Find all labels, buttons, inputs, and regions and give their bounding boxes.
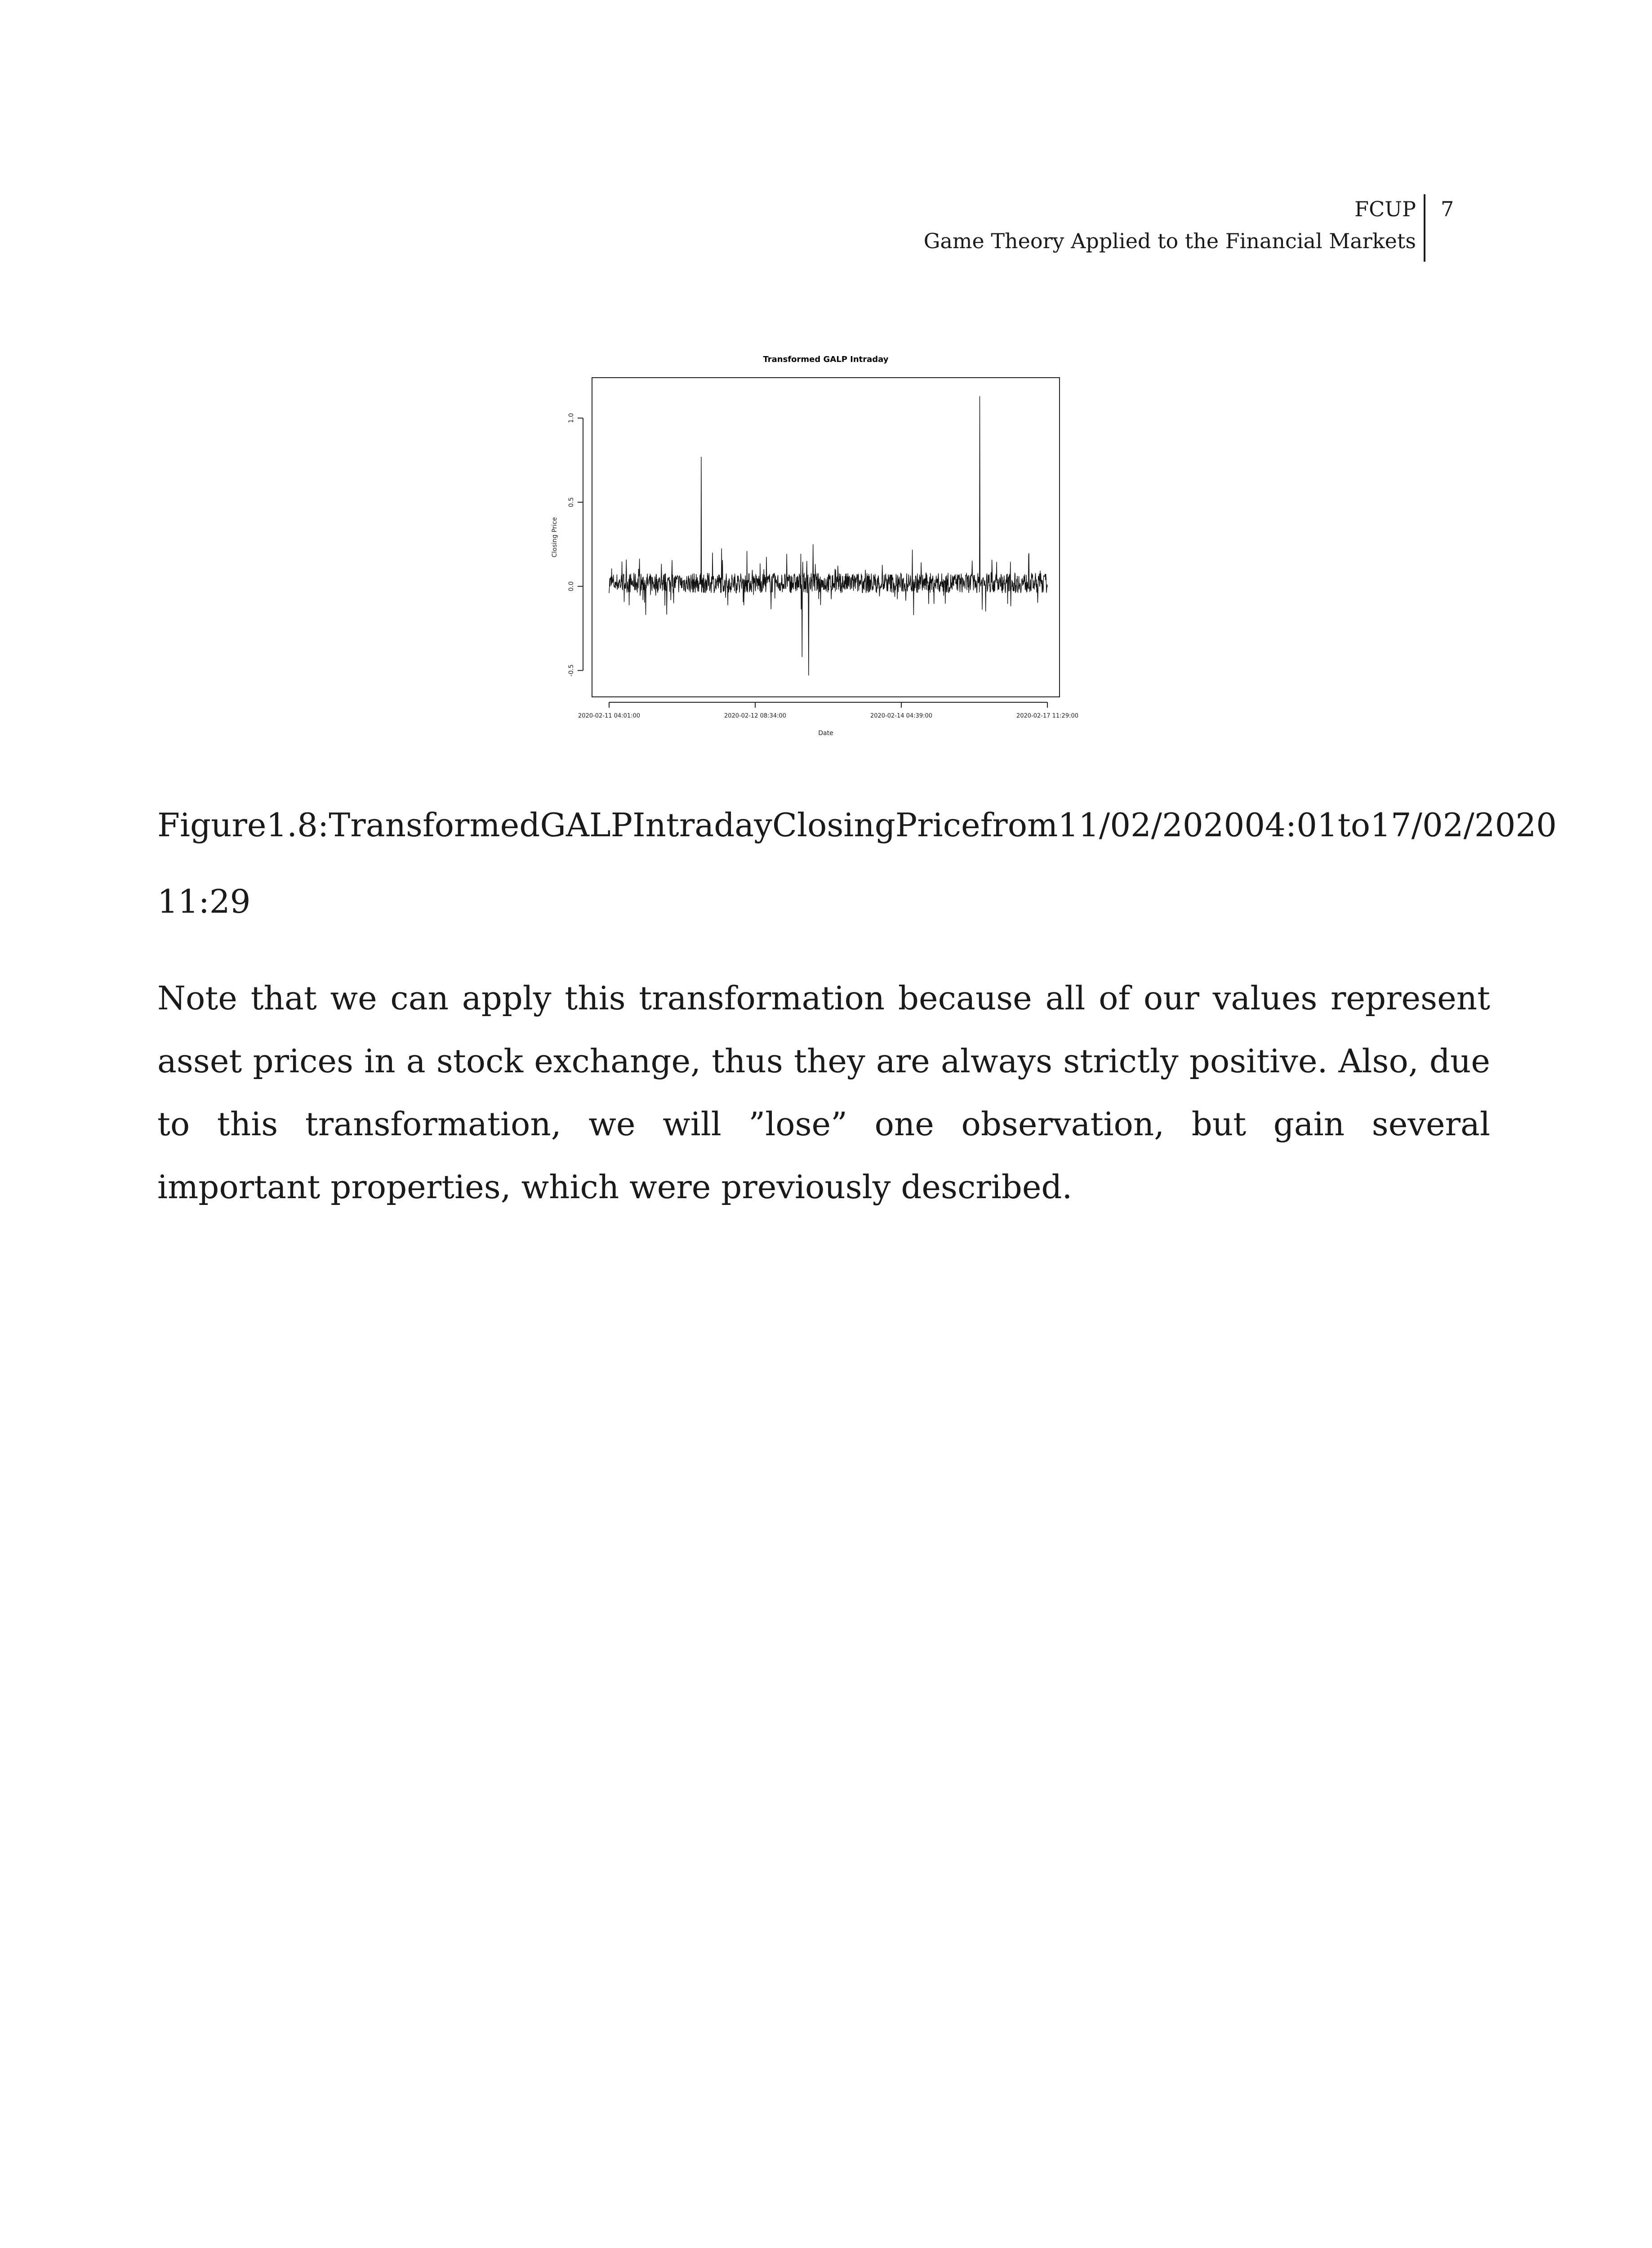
y-tick-label: 0.5	[568, 497, 575, 508]
x-axis-label: Date	[818, 730, 833, 737]
header-thesis-title: Game Theory Applied to the Financial Markets	[923, 229, 1416, 254]
caption-word: GALP	[540, 806, 633, 844]
body-paragraph: Note that we can apply this transformation because all of our values represent asset prices in a stock exchange, thus they are always strictly positive. Also, due to this transformation, we will ”lose” one observation, but gain several important properties, which were previously described.	[157, 979, 1490, 1206]
x-tick-label: 2020-02-11 04:01:00	[578, 713, 641, 719]
figure-caption	[157, 787, 1557, 940]
plot-frame	[592, 378, 1060, 697]
x-tick-label: 2020-02-14 04:39:00	[870, 713, 933, 719]
chart-title: Transformed GALP Intraday	[763, 355, 889, 364]
closing-price-line	[609, 396, 1047, 675]
caption-word: Closing	[772, 806, 895, 844]
page-number: 7	[1441, 197, 1454, 221]
x-tick-label: 2020-02-17 11:29:00	[1016, 713, 1079, 719]
caption-word: 11/02/2020	[1058, 806, 1245, 844]
x-axis	[578, 702, 1078, 719]
caption-word: to	[1337, 806, 1371, 844]
y-axis	[568, 413, 583, 677]
caption-word: Intraday	[632, 806, 772, 844]
figure-chart	[544, 339, 1099, 753]
y-axis-label: Closing Price	[551, 517, 558, 558]
caption-line-2: 11:29	[157, 883, 251, 920]
caption-word: 17/02/2020	[1370, 806, 1557, 844]
caption-word: Price	[895, 806, 980, 844]
caption-word: from	[980, 806, 1058, 844]
y-tick-label: 0.0	[568, 581, 575, 592]
y-tick-label: -0.5	[568, 664, 575, 677]
caption-word: 1.8:	[266, 806, 329, 844]
caption-word: 04:01	[1244, 806, 1338, 844]
caption-word: Transformed	[329, 806, 540, 844]
header-institution: FCUP	[1354, 197, 1416, 221]
series-line	[609, 396, 1047, 675]
y-tick-label: 1.0	[568, 413, 575, 423]
caption-word: Figure	[157, 806, 267, 844]
running-header	[924, 193, 1416, 258]
header-divider	[1424, 194, 1425, 262]
chart-svg	[544, 339, 1099, 753]
x-tick-label: 2020-02-12 08:34:00	[724, 713, 787, 719]
caption-line-1	[157, 787, 1557, 863]
